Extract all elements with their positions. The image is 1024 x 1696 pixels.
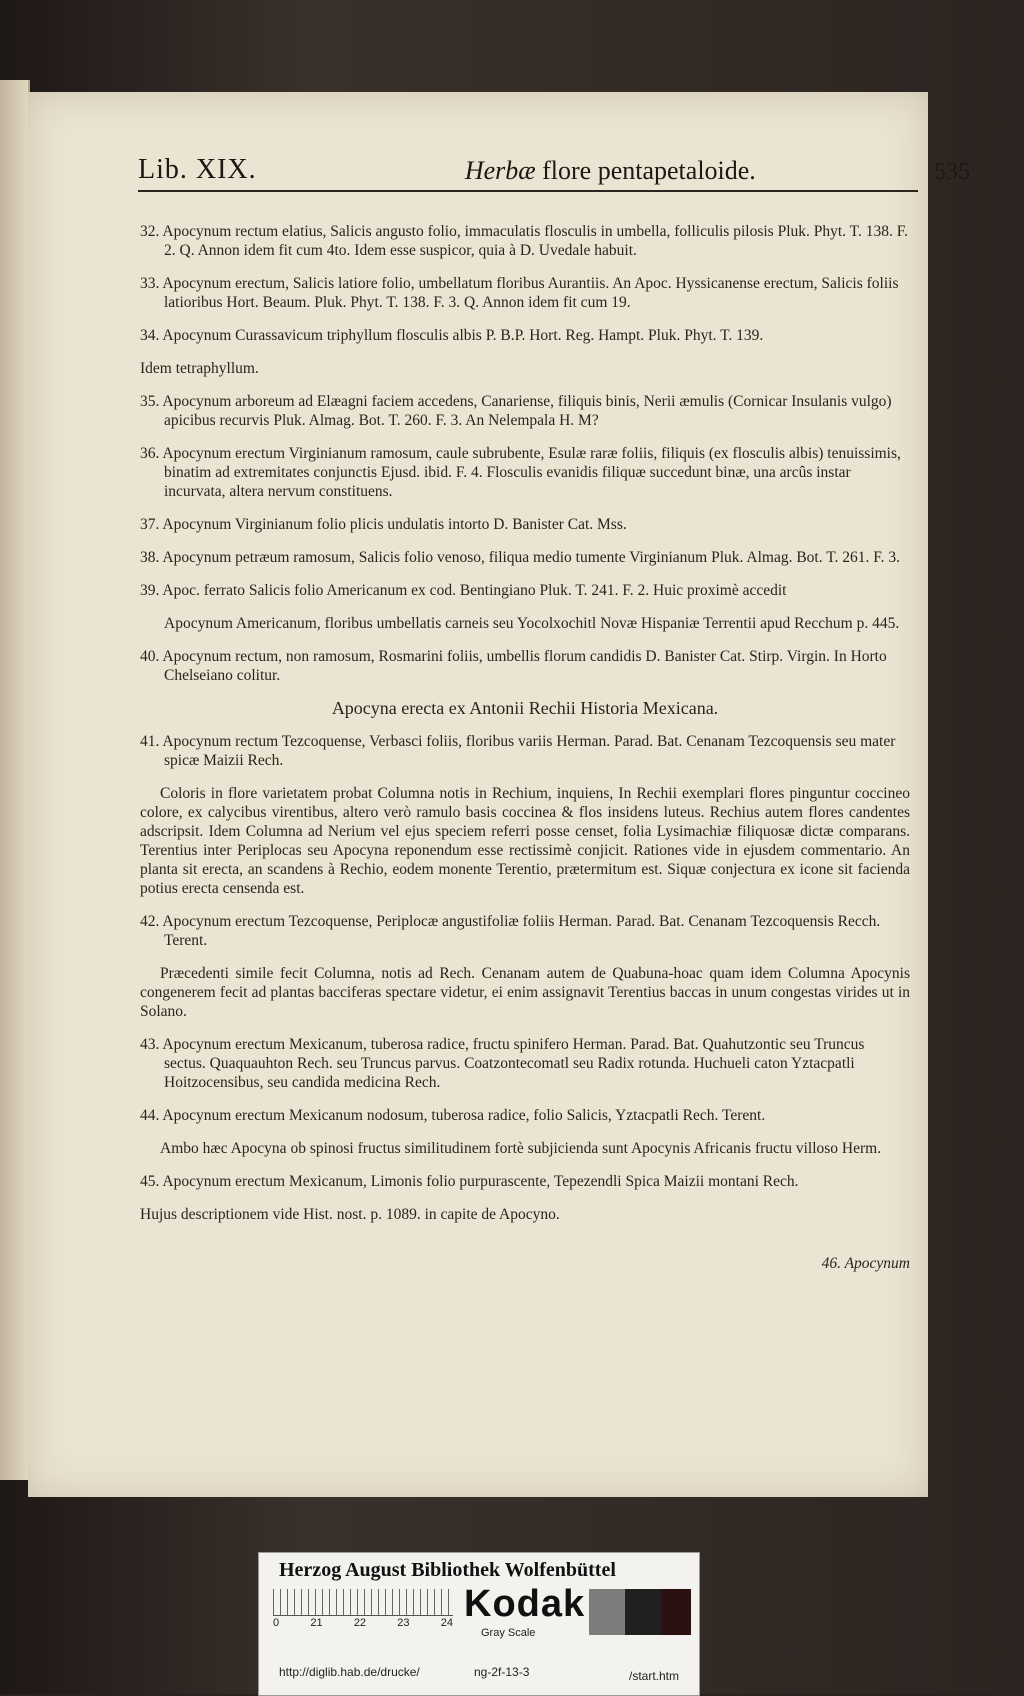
url-suffix: /start.htm (629, 1669, 680, 1683)
ruler-number: 23 (397, 1617, 410, 1629)
entry-35: 35. Apocynum arboreum ad Elæagni faciem accedens, Canariense, filiquis binis, Nerii æmulis (Cornicar Insulanis vulgo) apicibus recurvis Pluk. Almag. Bot. T. 260. F. 3. An Nelempala H. M? (140, 393, 892, 429)
entry-34: 34. Apocynum Curassavicum triphyllum flosculis albis P. B.P. Hort. Reg. Hampt. Pluk. Phyt. T. 139. (140, 327, 764, 344)
entry-40: 40. Apocynum rectum, non ramosum, Rosmarini foliis, umbellis florum candidis D. Banister Cat. Stirp. Virgin. In Horto Chelseiano colitur. (140, 648, 887, 684)
kodak-logo: Kodak (464, 1583, 586, 1625)
ruler-ticks (273, 1589, 453, 1616)
commentary-paragraph-4: Hujus descriptionem vide Hist. nost. p. 1089. in capite de Apocyno. (140, 1206, 560, 1223)
book-page (28, 92, 970, 1497)
page-number: 535 (934, 159, 970, 185)
entry-43: 43. Apocynum erectum Mexicanum, tuberosa radice, fructu spinifero Herman. Parad. Bat. Quahutzontic seu Truncus sectus. Quaquauhton Rech. seu Truncus parvus. Coatzontecomatl seu Radix rotunda. Huchueli caton Yztacpatli Hoitzocensibus, seu candida medicina Rech. (140, 1036, 865, 1091)
entry-37: 37. Apocynum Virginianum folio plicis undulatis intorto D. Banister Cat. Mss. (140, 516, 627, 533)
running-title-italic: Herbæ (464, 156, 536, 185)
library-name: Herzog August Bibliothek Wolfenbüttel (279, 1559, 616, 1581)
entry-32: 32. Apocynum rectum elatius, Salicis angusto folio, immaculatis flosculis in umbella, folliculis pilosis Pluk. Phyt. T. 138. F. 2. Q. Annon idem fit cum 4to. Idem esse suspicor, quia à D. Uvedale habuit. (140, 223, 908, 259)
dark-swatch (661, 1589, 691, 1635)
entry-42: 42. Apocynum erectum Tezcoquense, Periplocæ angustifoliæ foliis Herman. Parad. Bat. Cenanam Tezcoquensis Recch. Terent. (140, 913, 881, 949)
catchword: 46. Apocynum (821, 1255, 910, 1272)
entry-39: 39. Apoc. ferrato Salicis folio Americanum ex cod. Bentingiano Pluk. T. 241. F. 2. Huic proximè accedit (140, 582, 787, 599)
entry-41: 41. Apocynum rectum Tezcoquense, Verbasci foliis, floribus variis Herman. Parad. Bat. Cenanam Tezcoquensis seu mater spicæ Maizii Rech. (140, 733, 896, 769)
entry-38: 38. Apocynum petræum ramosum, Salicis folio venoso, filiqua medio tumente Virginianum Pluk. Almag. Bot. T. 261. F. 3. (140, 549, 901, 566)
gray-swatch (589, 1589, 625, 1635)
entry-39-sub: Apocynum Americanum, floribus umbellatis carneis seu Yocolxochitl Novæ Hispaniæ Terrentii apud Recchum p. 445. (164, 615, 900, 632)
black-swatch (625, 1589, 661, 1635)
ruler-numbers (273, 1617, 453, 1629)
scale-ruler (273, 1589, 453, 1633)
section-subheading: Apocyna erecta ex Antonii Rechii Historia Mexicana. (331, 698, 719, 718)
shelfmark: ng-2f-13-3 (474, 1665, 530, 1679)
commentary-paragraph-3: Ambo hæc Apocyna ob spinosi fructus similitudinem fortè subjicienda sunt Apocynis Africanis fructu villoso Herm. (160, 1140, 882, 1157)
source-url: http://diglib.hab.de/drucke/ (279, 1665, 420, 1679)
ruler-number: 21 (310, 1617, 323, 1629)
running-title-rest: flore pentapetaloide. (535, 156, 756, 185)
entry-36: 36. Apocynum erectum Virginianum ramosum, caule subrubente, Esulæ raræ foliis, filiquis (ex flosculis albis) tenuissimis, binatim ad extremitates conjunctis Ejusd. ibid. F. 4. Flosculis evanidis filiquæ succedunt binæ, una arcûs instar incurvata, altera nervum constituens. (140, 445, 901, 500)
entry-45: 45. Apocynum erectum Mexicanum, Limonis folio purpurascente, Tepezendli Spica Maizii montani Rech. (140, 1173, 799, 1190)
ruler-number: 24 (440, 1617, 453, 1629)
commentary-paragraph-1: Coloris in flore varietatem probat Columna notis in Rechium, inquiens, In Rechii exemplari flores pinguntur coccineo colore, ex calycibus virentibus, altero verò ramulo basis coccinea & flos insidens luteus. Rechius autem flores candentes adscripsit. Idem Columna ad Nerium vel ejus speciem referri posse censet, folia Lysimachiæ filiquosæ dictæ comparans. Terentius inter Periplocas seu Apocyna reponendum esse rectissimè conjicit. Rationes vide in ejusdem commentario. An planta sit erecta, an scandens à Rechio, eodem monente Terentio, prætermitum est. Siquæ conjectura ex icone sit facienda potius erecta censenda est. (140, 785, 910, 897)
commentary-paragraph-2: Præcedenti simile fecit Columna, notis ad Rech. Cenanam autem de Quabuna-hoac quam idem Columna Apocynis congenerem fecit ad plantas bacciferas spectare videtur, ei enim assignavit Terentius baccas in unum congestas virides ut in Solano. (140, 965, 910, 1020)
entry-33: 33. Apocynum erectum, Salicis latiore folio, umbellatum floribus Aurantiis. An Apoc. Hyssicanense erectum, Salicis foliis latioribus Hort. Beaum. Pluk. Phyt. T. 138. F. 3. Q. Annon idem fit cum 19. (140, 275, 899, 311)
entry-tetraphyllum: Idem tetraphyllum. (140, 360, 259, 377)
color-calibration-bar (258, 1552, 700, 1696)
ruler-number: 0 (273, 1617, 280, 1629)
running-title (465, 156, 756, 186)
entry-44: 44. Apocynum erectum Mexicanum nodosum, tuberosa radice, folio Salicis, Yztacpatli Rech. Terent. (140, 1107, 766, 1124)
ruler-number: 22 (353, 1617, 367, 1629)
gray-scale-label: Gray Scale (481, 1627, 536, 1639)
book-number: Lib. XIX. (138, 154, 257, 185)
page-body (140, 222, 910, 1289)
running-header (138, 152, 970, 192)
left-page-edge (0, 80, 30, 1480)
